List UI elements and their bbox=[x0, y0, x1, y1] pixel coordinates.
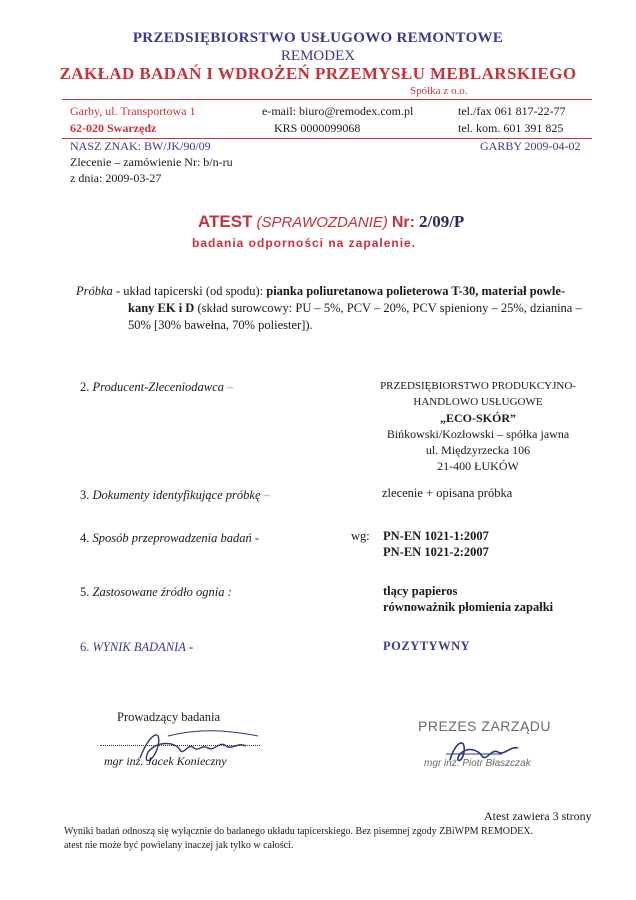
sprawozdanie-label: (SPRAWOZDANIE) bbox=[256, 214, 388, 231]
result-value: POZYTYWNY bbox=[383, 639, 471, 653]
item-number: 6. bbox=[80, 640, 90, 654]
item-label: Producent-Zleceniodawca bbox=[92, 380, 224, 394]
item-number: 5. bbox=[80, 585, 90, 599]
our-reference: NASZ ZNAK: BW/JK/90/09 bbox=[70, 139, 211, 153]
contact-email: e-mail: biuro@remodex.com.pl bbox=[262, 104, 414, 118]
sample-label: Próbka bbox=[76, 284, 113, 298]
tester-title: Prowadzący badania bbox=[117, 710, 221, 724]
item-label: Sposób przeprowadzenia badań bbox=[92, 531, 252, 545]
method-standard-2: PN-EN 1021-2:2007 bbox=[383, 545, 489, 559]
president-title: PREZES ZARZĄDU bbox=[418, 718, 552, 734]
item-label: WYNIK BADANIA bbox=[92, 640, 186, 654]
tester-name: mgr inż. Jacek Konieczny bbox=[104, 754, 227, 768]
sample-composition: (skład surowcowy: PU – 5%, PCV – 20%, PCV spieniony – 25%, dzianina – bbox=[194, 301, 582, 315]
footer-note-2: atest nie może być powielany inaczej jak tylko w całości. bbox=[64, 840, 294, 851]
method-wg: wg: bbox=[351, 529, 370, 543]
producer-value bbox=[368, 378, 588, 474]
document-subtitle: badania odporności na zapalenie. bbox=[192, 236, 417, 250]
sample-description bbox=[76, 283, 596, 334]
producer-name-1: PRZEDSIĘBIORSTWO PRODUKCYJNO- bbox=[380, 380, 576, 392]
president-name: mgr inż. Piotr Błaszczak bbox=[424, 758, 531, 769]
ignition-source-2: równoważnik płomienia zapałki bbox=[383, 600, 554, 614]
atest-number: 2/09/P bbox=[418, 212, 465, 231]
method-standard-1: PN-EN 1021-1:2007 bbox=[383, 529, 489, 543]
item-ignition bbox=[80, 585, 232, 600]
item-producer bbox=[80, 380, 233, 395]
phone-mobile: tel. kom. 601 391 825 bbox=[458, 121, 564, 135]
item-method bbox=[80, 531, 259, 546]
sample-material-2: kany EK i D bbox=[128, 301, 195, 315]
footer-note-1: Wyniki badań odnoszą się wyłącznie do badanego układu tapicerskiego. Bez pisemnej zgody ZBiWPM REMODEX. bbox=[64, 826, 534, 837]
company-name: PRZEDSIĘBIORSTWO USŁUGOWO REMONTOWE bbox=[132, 30, 504, 46]
header-rule-top bbox=[62, 99, 592, 100]
sample-material-1: pianka poliuretanowa polieterowa T-30, materiał powle- bbox=[266, 284, 566, 298]
item-dash: – bbox=[260, 488, 270, 502]
item-number: 3. bbox=[80, 488, 90, 502]
item-dash: - bbox=[251, 531, 260, 545]
item-result bbox=[80, 640, 193, 655]
item-documents bbox=[80, 488, 270, 503]
item-label: Dokumenty identyfikujące próbkę bbox=[92, 488, 261, 502]
krs-number: KRS 0000099068 bbox=[274, 121, 361, 135]
order-date: z dnia: 2009-03-27 bbox=[70, 171, 162, 185]
atest-label: ATEST bbox=[198, 212, 253, 231]
item-dash: – bbox=[223, 380, 234, 394]
item-dash: - bbox=[185, 640, 194, 654]
company-division: ZAKŁAD BADAŃ I WDROŻEŃ PRZEMYSŁU MEBLARSKIEGO bbox=[59, 64, 577, 83]
company-brand: REMODEX bbox=[280, 48, 356, 64]
producer-partners: Bińkowski/Kozłowski – spółka jawna bbox=[386, 427, 570, 441]
documents-value: zlecenie + opisana próbka bbox=[382, 486, 513, 500]
item-number: 4. bbox=[80, 531, 90, 545]
nr-label: Nr: bbox=[391, 214, 415, 231]
address-city: 62-020 Swarzędz bbox=[70, 121, 157, 135]
page-count: Atest zawiera 3 strony bbox=[484, 809, 592, 823]
ignition-source-1: tlący papieros bbox=[383, 584, 458, 598]
document-title bbox=[198, 212, 464, 232]
producer-brand: „ECO-SKÓR” bbox=[439, 411, 516, 425]
order-number: Zlecenie – zamówienie Nr: b/n-ru bbox=[70, 155, 233, 169]
sample-composition-end: 50% [30% bawełna, 70% poliester]). bbox=[128, 318, 313, 332]
company-legal-form: Spółka z o.o. bbox=[410, 85, 468, 97]
tester-signature-line bbox=[100, 745, 260, 746]
item-label: Zastosowane źródło ognia : bbox=[92, 585, 232, 599]
producer-street: ul. Międzyrzecka 106 bbox=[425, 443, 531, 457]
phone-fax: tel./fax 061 817-22-77 bbox=[458, 104, 566, 118]
producer-city: 21-400 ŁUKÓW bbox=[437, 459, 519, 473]
item-number: 2. bbox=[80, 380, 90, 394]
address-street: Garby, ul. Transportowa 1 bbox=[70, 104, 196, 118]
sample-intro: - układ tapicerski (od spodu): bbox=[112, 284, 267, 298]
producer-name-2: HANDLOWO USŁUGOWE bbox=[413, 396, 543, 408]
place-date: GARBY 2009-04-02 bbox=[480, 139, 581, 153]
